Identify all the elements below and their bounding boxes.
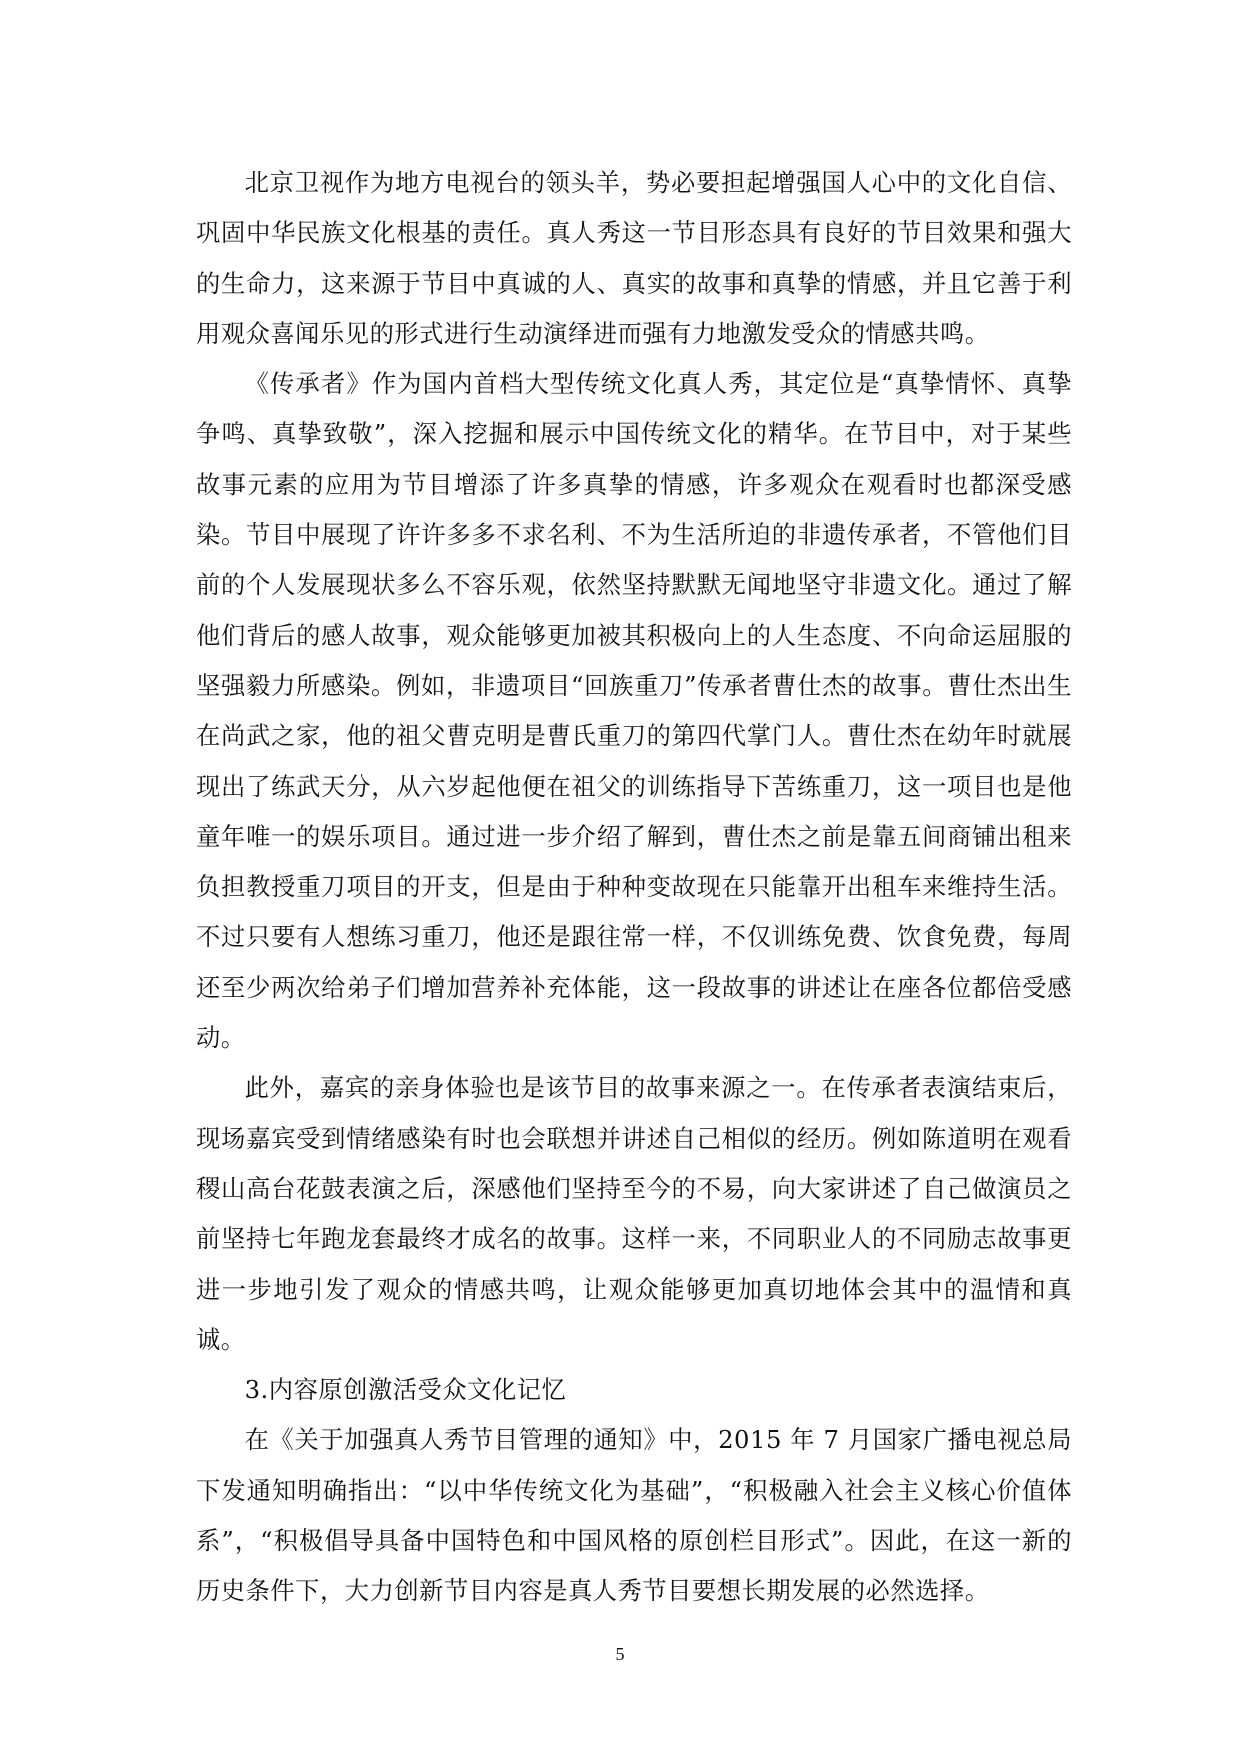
paragraph-original-content: 在《关于加强真人秀节目管理的通知》中，2015 年 7 月国家广播电视总局下发通知明确指出：“以中华传统文化为基础”，“积极融入社会主义核心价值体系”，“积极倡导具备中国特色和中国风格的原创栏目形式”。因此，在这一新的历史条件下，大力创新节目内容是真人秀节目要想长期发展的必然选择。 xyxy=(196,1425,1072,1606)
paragraph-guest-experience: 此外，嘉宾的亲身体验也是该节目的故事来源之一。在传承者表演结束后，现场嘉宾受到情绪感染有时也会联想并讲述自己相似的经历。例如陈道明在观看稷山高台花鼓表演之后，深感他们坚持至今的不易，向大家讲述了自己做演员之前坚持七年跑龙套最终才成名的故事。这样一来，不同职业人的不同励志故事更进一步地引发了观众的情感共鸣，让观众能够更加真切地体会其中的温情和真诚。 xyxy=(196,1073,1072,1354)
page-number: 5 xyxy=(615,1644,625,1664)
paragraph-beijing-tv: 北京卫视作为地方电视台的领头羊，势必要担起增强国人心中的文化自信、巩固中华民族文化根基的责任。真人秀这一节目形态具有良好的节目效果和强大的生命力，这来源于节目中真诚的人、真实的故事和真挚的情感，并且它善于利用观众喜闻乐见的形式进行生动演绎进而强有力地激发受众的情感共鸣。 xyxy=(196,168,1072,348)
body-text xyxy=(196,158,1072,1617)
section-heading: 3.内容原创激活受众文化记忆 xyxy=(244,1375,567,1405)
paragraph-chuanchengzhe: 《传承者》作为国内首档大型传统文化真人秀，其定位是“真挚情怀、真挚争鸣、真挚致敬”，深入挖掘和展示中国传统文化的精华。在节目中，对于某些故事元素的应用为节目增添了许多真挚的情感，许多观众在观看时也都深受感染。节目中展现了许许多多不求名利、不为生活所迫的非遗传承者，不管他们目前的个人发展现状多么不容乐观，依然坚持默默无闻地坚守非遗文化。通过了解他们背后的感人故事，观众能够更加被其积极向上的人生态度、不向命运屈服的坚强毅力所感染。例如，非遗项目“回族重刀”传承者曹仕杰的故事。曹仕杰出生在尚武之家，他的祖父曹克明是曹氏重刀的第四代掌门人。曹仕杰在幼年时就展现出了练武天分，从六岁起他便在祖父的训练指导下苦练重刀，这一项目也是他童年唯一的娱乐项目。通过进一步介绍了解到，曹仕杰之前是靠五间商铺出租来负担教授重刀项目的开支，但是由于种种变故现在只能靠开出租车来维持生活。不过只要有人想练习重刀，他还是跟往常一样，不仅训练免费、饮食免费，每周还至少两次给弟子们增加营养补充体能，这一段故事的讲述让在座各位都倍受感动。 xyxy=(196,369,1072,1053)
